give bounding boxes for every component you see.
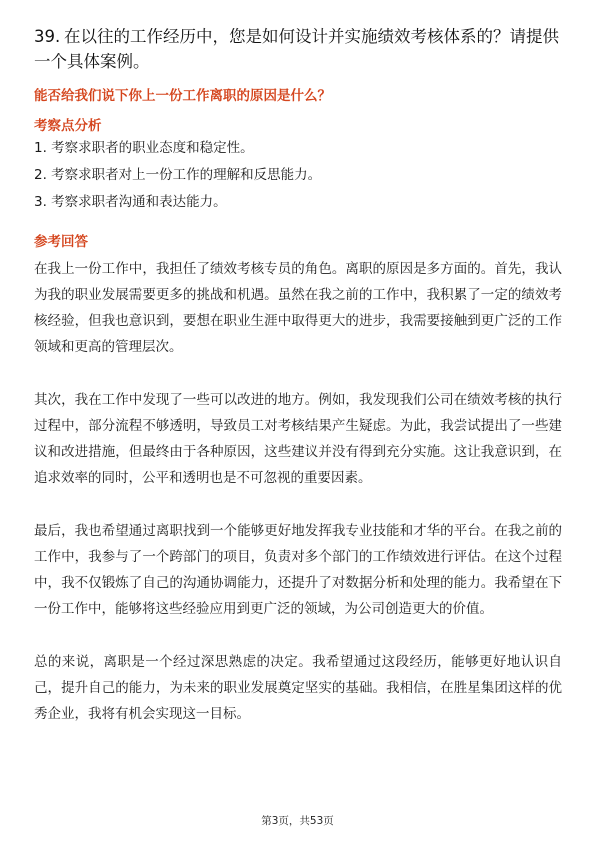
page-footer: 第3页，共53页 <box>261 815 334 827</box>
answer-paragraph: 总的来说，离职是一个经过深思熟虑的决定。我希望通过这段经历，能够更好地认识自己，提升自己的能力，为未来的职业发展奠定坚实的基础。我相信，在胜星集团这样的优秀企业，我将有机会实现这一目标。 <box>34 654 562 722</box>
analysis-item: 2. 考察求职者对上一份工作的理解和反思能力。 <box>34 167 322 183</box>
answer-paragraph: 在我上一份工作中，我担任了绩效考核专员的角色。离职的原因是多方面的。首先，我认为我的职业发展需要更多的挑战和机遇。虽然在我之前的工作中，我积累了一定的绩效考核经验，但我也意识到，要想在职业生涯中取得更大的进步，我需要接触到更广泛的工作领域和更高的管理层次。 <box>34 261 562 355</box>
answer-body <box>34 256 562 754</box>
analysis-item: 1. 考察求职者的职业态度和稳定性。 <box>34 140 254 156</box>
sub-question: 能否给我们说下你上一份工作离职的原因是什么？ <box>34 88 331 104</box>
question-text: 在以往的工作经历中，您是如何设计并实施绩效考核体系的？请提供一个具体案例。 <box>34 27 559 71</box>
analysis-item: 3. 考察求职者沟通和表达能力。 <box>34 194 227 210</box>
question-heading <box>34 24 564 74</box>
answer-paragraph: 其次，我在工作中发现了一些可以改进的地方。例如，我发现我们公司在绩效考核的执行过程中，部分流程不够透明，导致员工对考核结果产生疑虑。为此，我尝试提出了一些建议和改进措施，但最终由于各种原因，这些建议并没有得到充分实施。这让我意识到，在追求效率的同时，公平和透明也是不可忽视的重要因素。 <box>34 392 562 486</box>
answer-paragraph: 最后，我也希望通过离职找到一个能够更好地发挥我专业技能和才华的平台。在我之前的工作中，我参与了一个跨部门的项目，负责对多个部门的工作绩效进行评估。在这个过程中，我不仅锻炼了自己的沟通协调能力，还提升了对数据分析和处理的能力。我希望在下一份工作中，能够将这些经验应用到更广泛的领域，为公司创造更大的价值。 <box>34 523 562 617</box>
analysis-title: 考察点分析 <box>34 118 102 134</box>
answer-title: 参考回答 <box>34 234 88 250</box>
question-number: 39. <box>34 27 61 46</box>
analysis-list <box>34 138 564 219</box>
